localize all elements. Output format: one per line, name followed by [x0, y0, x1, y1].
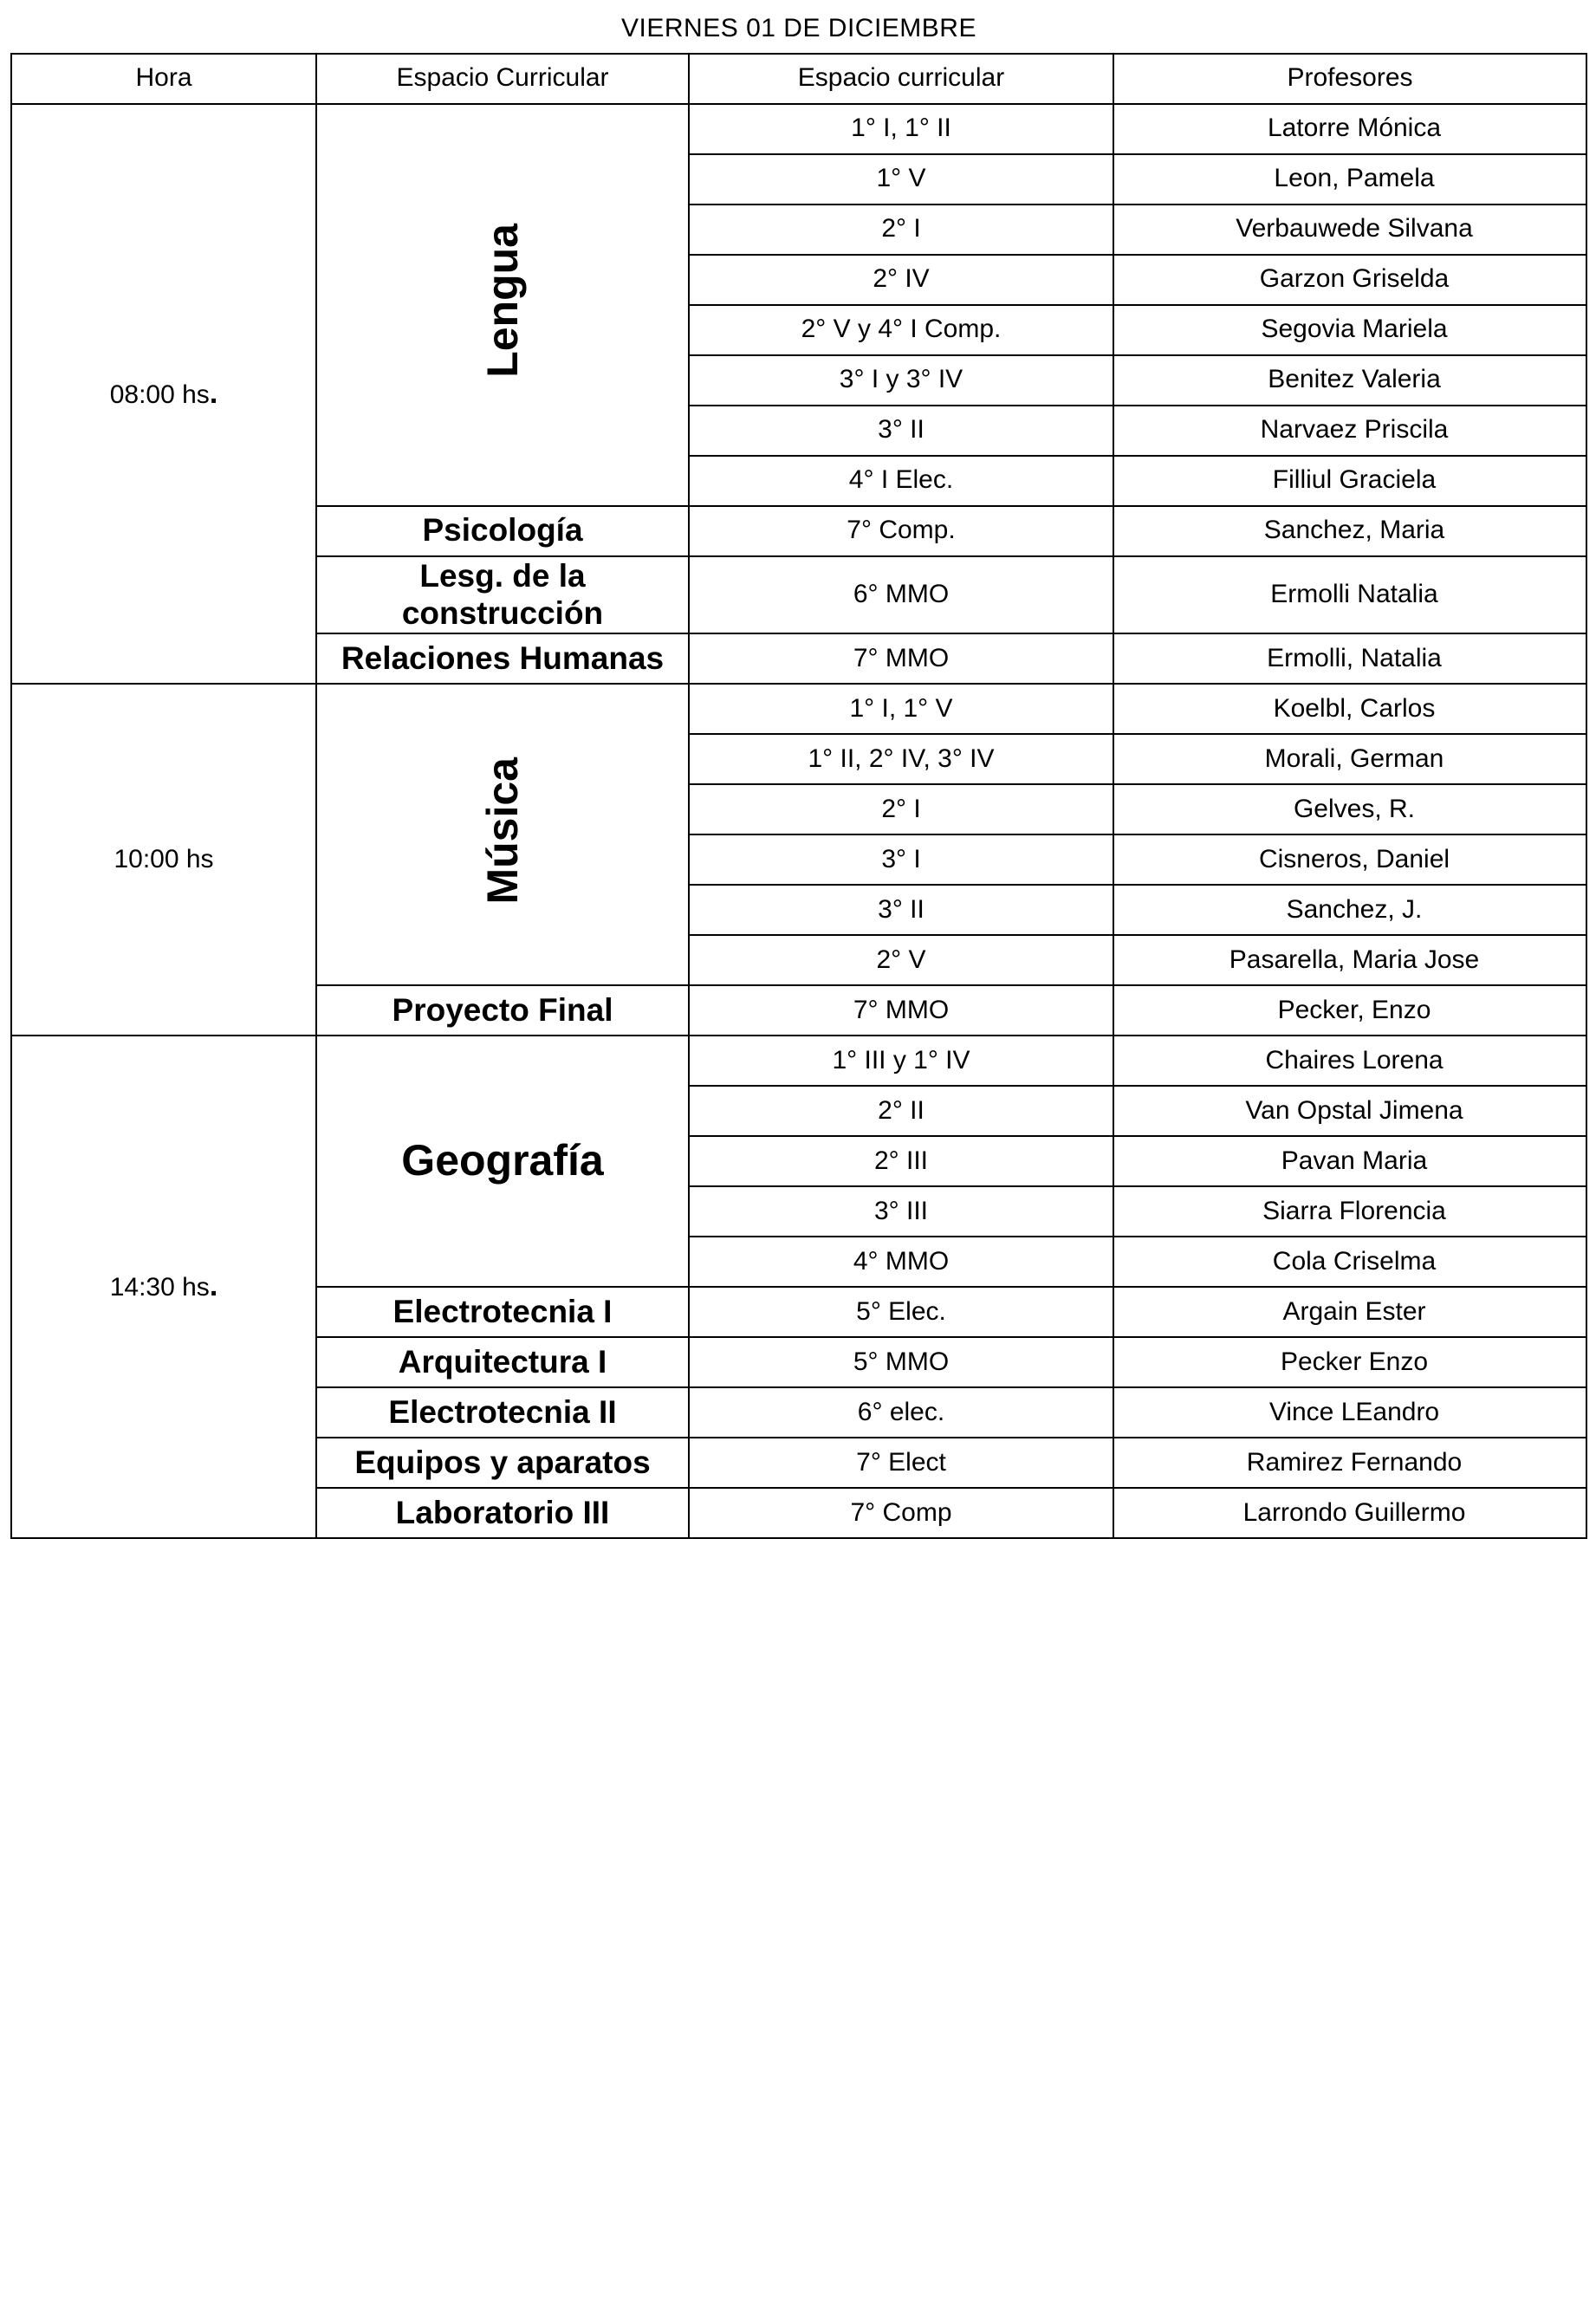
course-cell: 4° I Elec.: [689, 456, 1113, 506]
subject-label: Música: [478, 756, 527, 905]
professor-cell: Leon, Pamela: [1113, 154, 1586, 205]
subject-cell: [316, 556, 689, 633]
course-cell: 4° MMO: [689, 1237, 1113, 1287]
professor-cell: Filliul Graciela: [1113, 456, 1586, 506]
professor-cell: Pecker Enzo: [1113, 1337, 1586, 1387]
course-cell: 2° V: [689, 935, 1113, 985]
subject-cell: [316, 985, 689, 1036]
header-profesores: Profesores: [1113, 54, 1586, 104]
professor-cell: Cola Criselma: [1113, 1237, 1586, 1287]
time-slot-label: 08:00 hs: [109, 380, 210, 409]
course-cell: 7° Comp.: [689, 506, 1113, 556]
course-cell: 2° IV: [689, 255, 1113, 305]
subject-label: Electrotecnia II: [388, 1393, 617, 1430]
course-cell: 1° V: [689, 154, 1113, 205]
professor-cell: Ermolli Natalia: [1113, 556, 1586, 633]
subject-cell: [316, 1036, 689, 1287]
course-cell: 2° I: [689, 205, 1113, 255]
professor-cell: Latorre Mónica: [1113, 104, 1586, 154]
professor-cell: Ramirez Fernando: [1113, 1438, 1586, 1488]
subject-cell: [316, 1337, 689, 1387]
course-cell: 7° Comp: [689, 1488, 1113, 1538]
subject-label: Electrotecnia I: [393, 1293, 613, 1329]
subject-label: Equipos y aparatos: [354, 1444, 651, 1480]
subject-cell: [316, 1488, 689, 1538]
time-slot-cell: [11, 1036, 316, 1538]
course-cell: 3° I: [689, 834, 1113, 885]
professor-cell: Sanchez, J.: [1113, 885, 1586, 935]
course-cell: 7° Elect: [689, 1438, 1113, 1488]
professor-cell: Pavan Maria: [1113, 1136, 1586, 1186]
professor-cell: Koelbl, Carlos: [1113, 684, 1586, 734]
course-cell: 7° MMO: [689, 985, 1113, 1036]
course-cell: 1° I, 1° II: [689, 104, 1113, 154]
table-row: [11, 1036, 1586, 1086]
time-slot-suffix: .: [209, 1269, 218, 1303]
course-cell: 2° I: [689, 784, 1113, 834]
professor-cell: Pasarella, Maria Jose: [1113, 935, 1586, 985]
header-row: [11, 54, 1586, 104]
professor-cell: Chaires Lorena: [1113, 1036, 1586, 1086]
course-cell: 2° V y 4° I Comp.: [689, 305, 1113, 355]
course-cell: 3° II: [689, 885, 1113, 935]
professor-cell: Garzon Griselda: [1113, 255, 1586, 305]
professor-cell: Gelves, R.: [1113, 784, 1586, 834]
time-slot-suffix: .: [209, 376, 218, 410]
time-slot-cell: [11, 684, 316, 1036]
time-slot-label: 14:30 hs: [109, 1273, 210, 1302]
subject-cell: [316, 506, 689, 556]
professor-cell: Cisneros, Daniel: [1113, 834, 1586, 885]
time-slot-cell: [11, 104, 316, 684]
schedule-body: [11, 104, 1586, 1538]
course-cell: 1° III y 1° IV: [689, 1036, 1113, 1086]
professor-cell: Larrondo Guillermo: [1113, 1488, 1586, 1538]
page-title: VIERNES 01 DE DICIEMBRE: [11, 9, 1586, 54]
title-row: [11, 9, 1586, 54]
subject-cell: [316, 1438, 689, 1488]
header-hora: Hora: [11, 54, 316, 104]
subject-label: Laboratorio III: [395, 1494, 610, 1530]
table-row: [11, 684, 1586, 734]
table-row: [11, 104, 1586, 154]
professor-cell: Ermolli, Natalia: [1113, 633, 1586, 684]
subject-cell: [316, 1287, 689, 1337]
course-cell: 3° I y 3° IV: [689, 355, 1113, 406]
subject-label: Geografía: [401, 1136, 604, 1185]
professor-cell: Pecker, Enzo: [1113, 985, 1586, 1036]
professor-cell: Siarra Florencia: [1113, 1186, 1586, 1237]
subject-label: Psicología: [422, 512, 583, 549]
subject-label: Lengua: [478, 224, 527, 379]
course-cell: 1° II, 2° IV, 3° IV: [689, 734, 1113, 784]
professor-cell: Van Opstal Jimena: [1113, 1086, 1586, 1136]
subject-label: Arquitectura I: [398, 1343, 607, 1380]
professor-cell: Morali, German: [1113, 734, 1586, 784]
course-cell: 2° III: [689, 1136, 1113, 1186]
subject-label: Proyecto Final: [392, 991, 613, 1028]
professor-cell: Sanchez, Maria: [1113, 506, 1586, 556]
course-cell: 5° MMO: [689, 1337, 1113, 1387]
subject-cell: [316, 1387, 689, 1438]
professor-cell: Vince LEandro: [1113, 1387, 1586, 1438]
schedule-table: [10, 9, 1587, 1539]
course-cell: 3° III: [689, 1186, 1113, 1237]
course-cell: 6° elec.: [689, 1387, 1113, 1438]
subject-cell: [316, 633, 689, 684]
subject-cell: [316, 684, 689, 985]
professor-cell: Argain Ester: [1113, 1287, 1586, 1337]
professor-cell: Benitez Valeria: [1113, 355, 1586, 406]
subject-cell: [316, 104, 689, 506]
professor-cell: Segovia Mariela: [1113, 305, 1586, 355]
course-cell: 3° II: [689, 406, 1113, 456]
header-espacio-curricular-1: Espacio Curricular: [316, 54, 689, 104]
professor-cell: Narvaez Priscila: [1113, 406, 1586, 456]
course-cell: 6° MMO: [689, 556, 1113, 633]
course-cell: 1° I, 1° V: [689, 684, 1113, 734]
professor-cell: Verbauwede Silvana: [1113, 205, 1586, 255]
subject-label: Relaciones Humanas: [341, 640, 665, 676]
course-cell: 7° MMO: [689, 633, 1113, 684]
course-cell: 2° II: [689, 1086, 1113, 1136]
subject-label: Lesg. de la construcción: [401, 557, 604, 632]
time-slot-label: 10:00 hs: [114, 844, 214, 873]
header-espacio-curricular-2: Espacio curricular: [689, 54, 1113, 104]
course-cell: 5° Elec.: [689, 1287, 1113, 1337]
